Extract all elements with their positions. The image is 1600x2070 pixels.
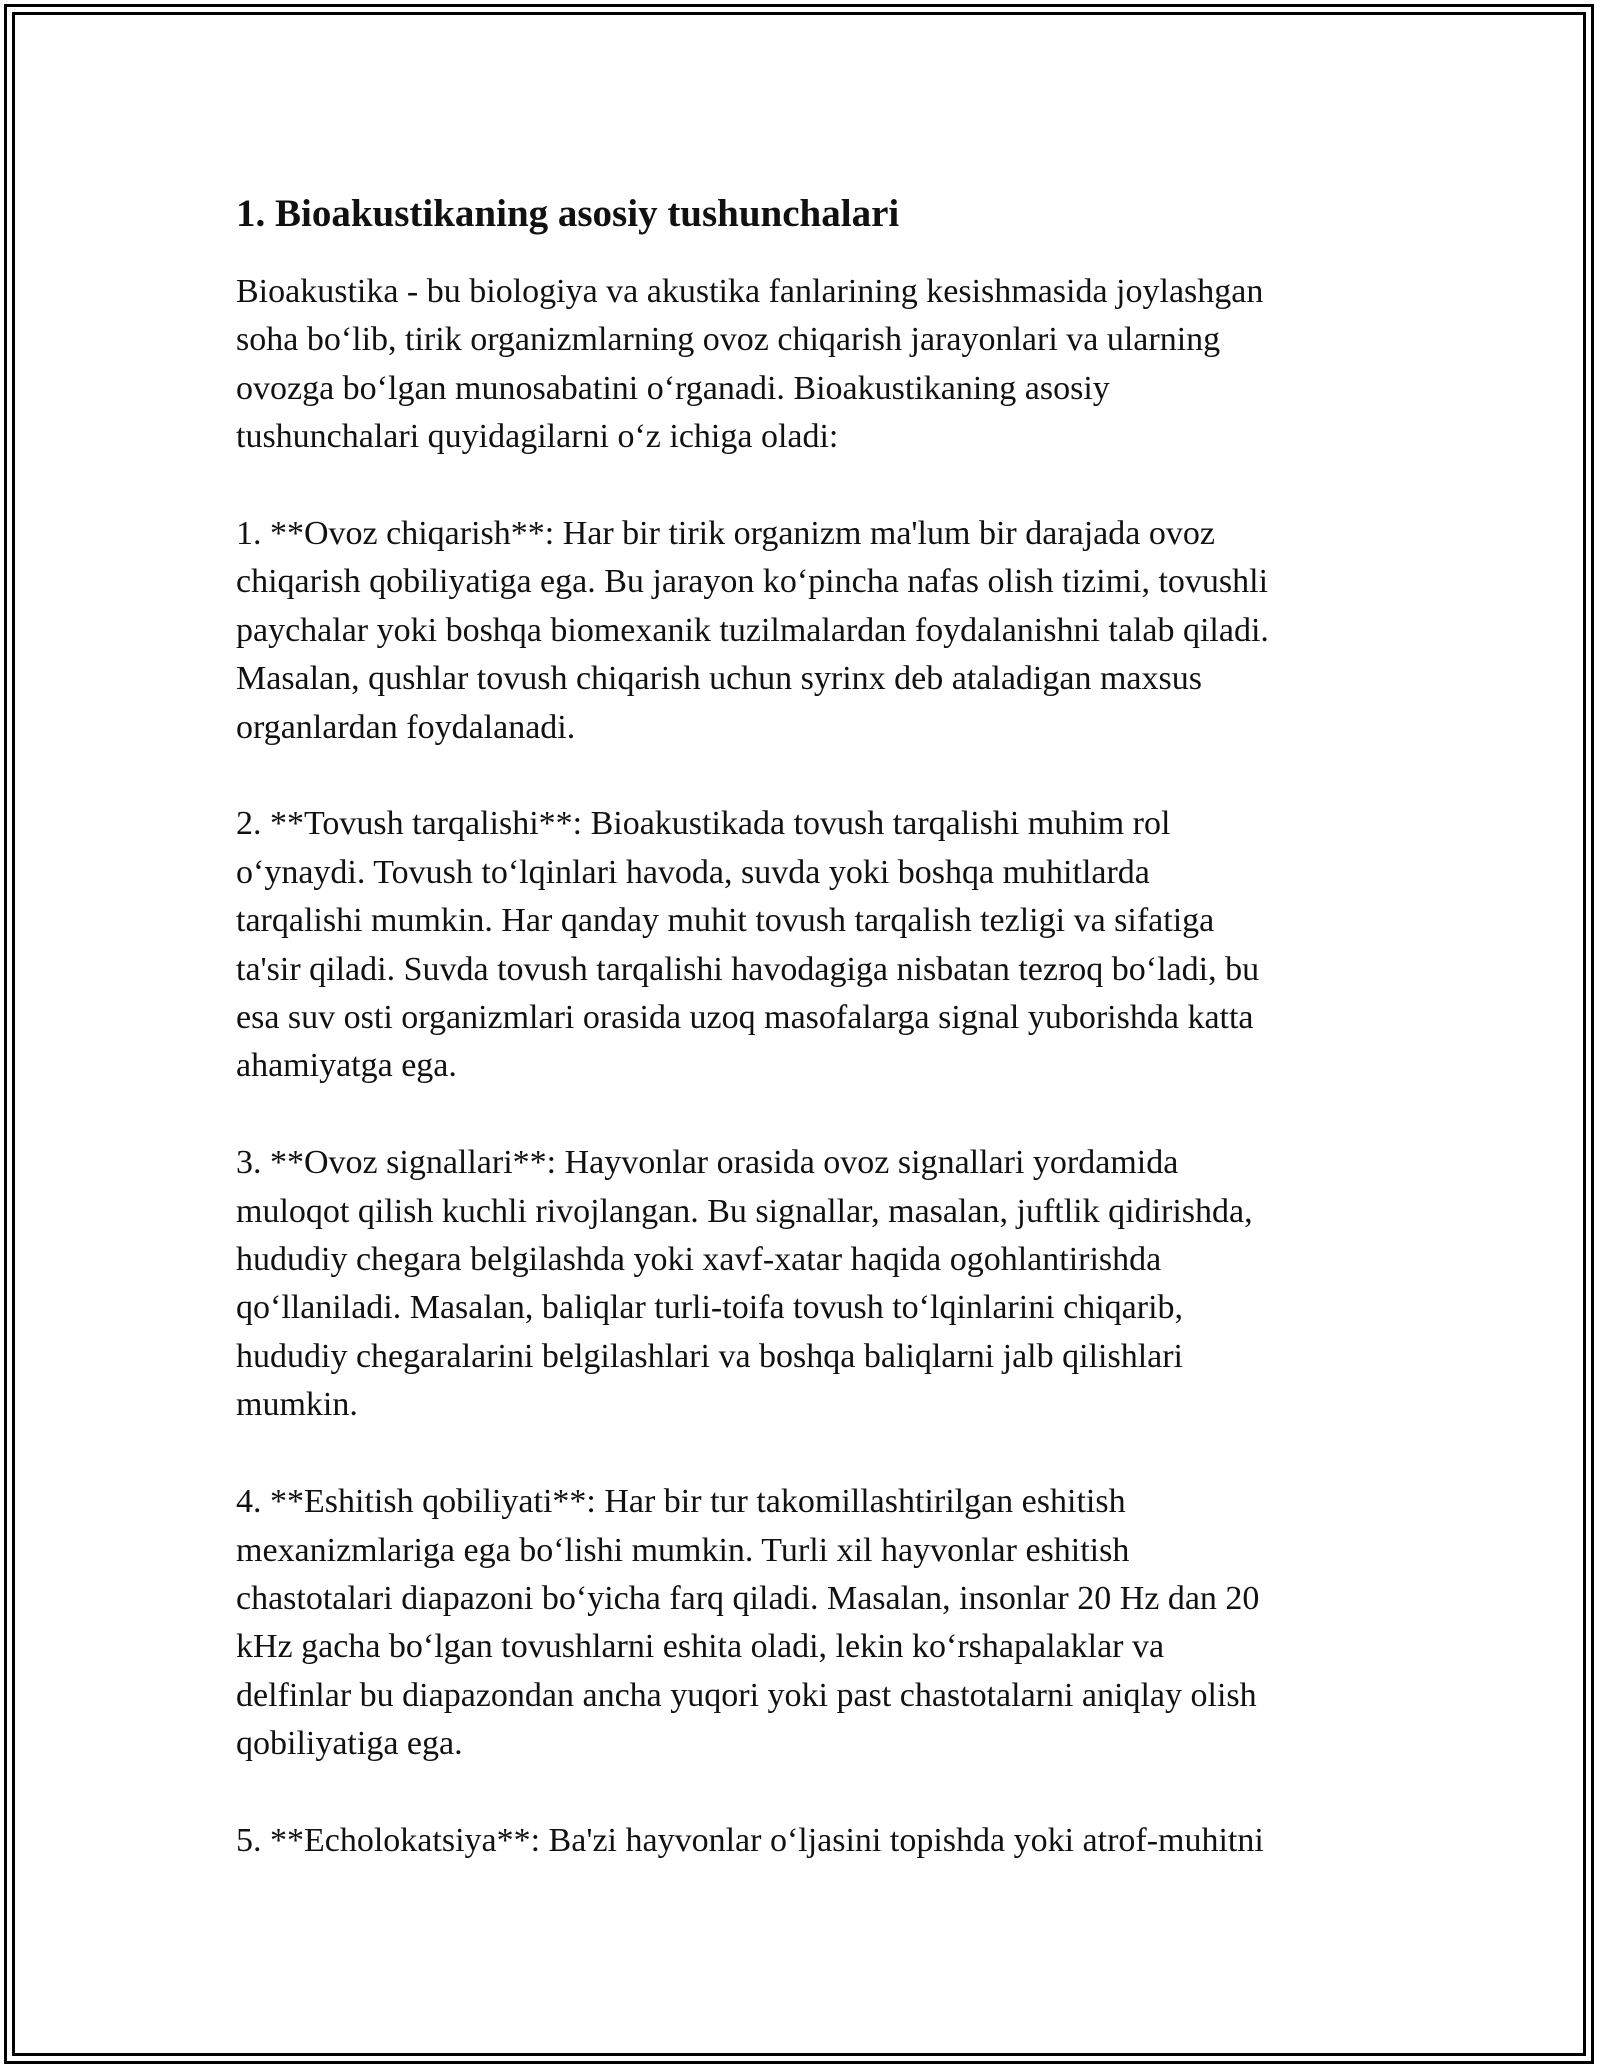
paragraph-spacer: [236, 462, 1361, 510]
paragraph-spacer: [236, 1769, 1361, 1817]
intro-paragraph: Bioakustika - bu biologiya va akustika fanlarining kesishmasida joylashgan soha bo‘lib, tirik organizmlarning ovoz chiqarish jarayonlari va ularning ovozga bo‘lgan munosabatini o‘rganadi. Bioakustikaning asosiy tushunchalari quyidagilarni o‘z ichiga oladi:: [236, 273, 1264, 456]
paragraph-spacer: [236, 752, 1361, 800]
paragraph-spacer: [236, 1430, 1361, 1478]
list-item-eshitish-qobiliyati: 4. **Eshitish qobiliyati**: Har bir tur takomillashtirilgan eshitish mexanizmlariga ega bo‘lishi mumkin. Turli xil hayvonlar eshitish chastotalari diapazoni bo‘yicha farq qiladi. Masalan, insonlar 20 Hz dan 20 kHz gacha bo‘lgan tovushlarni eshita oladi, lekin ko‘rshapalaklar va delfinlar bu diapazondan ancha yuqori yoki past chastotalarni aniqlay olish qobiliyatiga ega.: [236, 1483, 1260, 1763]
section-heading: 1. Bioakustikaning asosiy tushunchalari: [236, 192, 900, 235]
paragraph-spacer: [236, 1091, 1361, 1139]
document-body: [236, 190, 1361, 1865]
list-item-ovoz-chiqarish: 1. **Ovoz chiqarish**: Har bir tirik organizm ma'lum bir darajada ovoz chiqarish qobiliyatiga ega. Bu jarayon ko‘pincha nafas olish tizimi, tovushli paychalar yoki boshqa biomexanik tuzilmalardan foydalanishni talab qiladi. Masalan, qushlar tovush chiqarish uchun syrinx deb ataladigan maxsus organlardan foydalanadi.: [236, 515, 1269, 746]
list-item-echolokatsiya: 5. **Echolokatsiya**: Ba'zi hayvonlar o‘ljasini topishda yoki atrof-muhitni: [236, 1821, 1264, 1859]
list-item-ovoz-signallari: 3. **Ovoz signallari**: Hayvonlar orasida ovoz signallari yordamida muloqot qilish kuchli rivojlangan. Bu signallar, masalan, juftlik qidirishda, hududiy chegara belgilashda yoki xavf-xatar haqida ogohlantirishda qo‘llaniladi. Masalan, baliqlar turli-toifa tovush to‘lqinlarini chiqarib, hududiy chegaralarini belgilashlari va boshqa baliqlarni jalb qilishlari mumkin.: [236, 1144, 1253, 1424]
list-item-tovush-tarqalishi: 2. **Tovush tarqalishi**: Bioakustikada tovush tarqalishi muhim rol o‘ynaydi. Tovush to‘lqinlari havoda, suvda yoki boshqa muhitlarda tarqalishi mumkin. Har qanday muhit tovush tarqalish tezligi va sifatiga ta'sir qiladi. Suvda tovush tarqalishi havodagiga nisbatan tezroq bo‘ladi, bu esa suv osti organizmlari orasida uzoq masofalarga signal yuborishda katta ahamiyatga ega.: [236, 805, 1260, 1085]
